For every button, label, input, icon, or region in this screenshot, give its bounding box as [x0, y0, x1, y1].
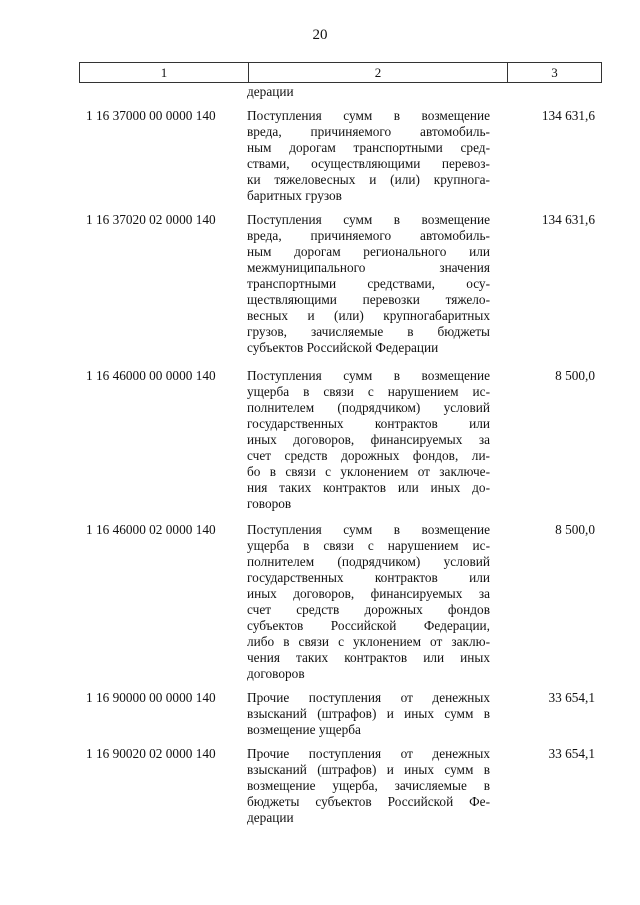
- revenue-description: [247, 212, 490, 356]
- revenue-description: [247, 108, 490, 204]
- column-header-table: [79, 62, 602, 83]
- description-line: ния таких контрактов или иных до-: [247, 480, 490, 495]
- description-line: вреда, причиняемого автомобиль-: [247, 228, 490, 243]
- description-line: бо в связи с уклонением от заключе-: [247, 464, 490, 479]
- description-line: ным дорогам транспортными сред-: [247, 140, 490, 155]
- description-line: возмещение ущерба: [247, 722, 361, 737]
- description-line: взысканий (штрафов) и иных сумм в: [247, 706, 490, 721]
- column-header-2: 2: [249, 63, 508, 83]
- description-line: взысканий (штрафов) и иных сумм в: [247, 762, 490, 777]
- budget-code: 1 16 90020 02 0000 140: [86, 746, 216, 761]
- revenue-description: [247, 522, 490, 682]
- column-header-3: 3: [508, 63, 602, 83]
- description-line: счет средств дорожных фондов, ли-: [247, 448, 490, 463]
- description-line: счет средств дорожных фондов: [247, 602, 490, 617]
- description-line: говоров: [247, 496, 292, 511]
- description-line: ществляющими перевозки тяжело-: [247, 292, 490, 307]
- description-line: транспортными средствами, осу-: [247, 276, 490, 291]
- amount-value: 8 500,0: [555, 368, 595, 383]
- description-line: грузов, зачисляемые в бюджеты: [247, 324, 490, 339]
- budget-code: 1 16 46000 00 0000 140: [86, 368, 216, 383]
- budget-code: 1 16 90000 00 0000 140: [86, 690, 216, 705]
- amount-value: 33 654,1: [548, 690, 595, 705]
- budget-code: 1 16 37020 02 0000 140: [86, 212, 216, 227]
- description-line: иных договоров, финансируемых за: [247, 586, 490, 601]
- revenue-description: [247, 690, 490, 738]
- amount-value: 33 654,1: [548, 746, 595, 761]
- column-header-1: 1: [80, 63, 249, 83]
- revenue-description: [247, 368, 490, 512]
- description-line: возмещение ущерба, зачисляемые в: [247, 778, 490, 793]
- description-line: Поступления сумм в возмещение: [247, 368, 490, 383]
- description-line: договоров: [247, 666, 305, 681]
- description-line: чения таких контрактов или иных: [247, 650, 490, 665]
- description-line: Прочие поступления от денежных: [247, 746, 490, 761]
- budget-code: 1 16 46000 02 0000 140: [86, 522, 216, 537]
- description-line: полнителем (подрядчиком) условий: [247, 554, 490, 569]
- description-line: иных договоров, финансируемых за: [247, 432, 490, 447]
- description-line: Поступления сумм в возмещение: [247, 212, 490, 227]
- description-line: ствами, осуществляющими перевоз-: [247, 156, 490, 171]
- description-line: ки тяжеловесных и (или) крупнога-: [247, 172, 490, 187]
- description-line: либо в связи с уклонением от заклю-: [247, 634, 490, 649]
- description-line: баритных грузов: [247, 188, 342, 203]
- description-line: бюджеты субъектов Российской Фе-: [247, 794, 490, 809]
- amount-value: 8 500,0: [555, 522, 595, 537]
- description-line: ущерба в связи с нарушением ис-: [247, 538, 490, 553]
- revenue-description: [247, 746, 490, 826]
- description-line: вреда, причиняемого автомобиль-: [247, 124, 490, 139]
- description-line: Поступления сумм в возмещение: [247, 108, 490, 123]
- amount-value: 134 631,6: [541, 108, 595, 123]
- description-line: государственных контрактов или: [247, 570, 490, 585]
- amount-value: 134 631,6: [541, 212, 595, 227]
- description-line: субъектов Российской Федерации: [247, 340, 439, 355]
- description-line: ным дорогам регионального или: [247, 244, 490, 259]
- description-line: Поступления сумм в возмещение: [247, 522, 490, 537]
- description-line: полнителем (подрядчиком) условий: [247, 400, 490, 415]
- description-line: Прочие поступления от денежных: [247, 690, 490, 705]
- budget-code: 1 16 37000 00 0000 140: [86, 108, 216, 123]
- description-line: дерации: [247, 810, 294, 825]
- description-line: субъектов Российской Федерации,: [247, 618, 490, 633]
- description-line: государственных контрактов или: [247, 416, 490, 431]
- description-line: ущерба в связи с нарушением ис-: [247, 384, 490, 399]
- page-number: 20: [312, 27, 328, 43]
- continuation-text: дерации: [247, 84, 294, 99]
- description-line: межмуниципального значения: [247, 260, 490, 275]
- description-line: весных и (или) крупногабаритных: [247, 308, 490, 323]
